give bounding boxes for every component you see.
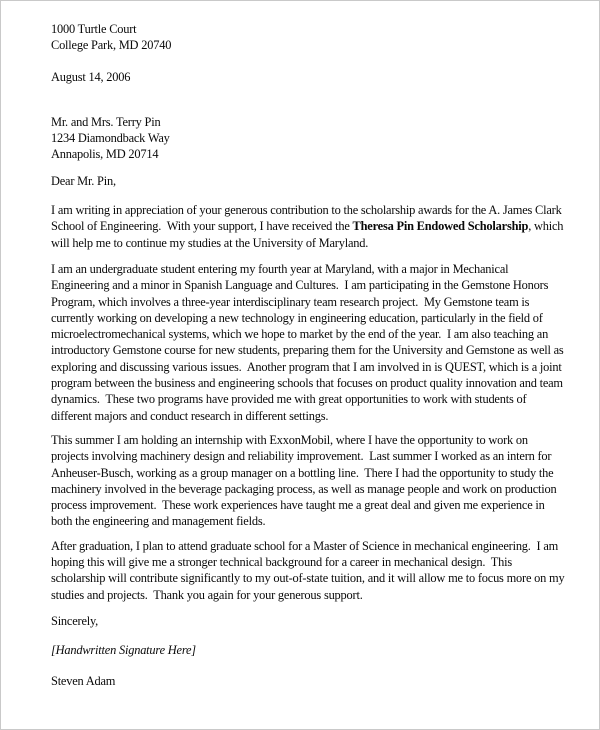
recipient-name: Mr. and Mrs. Terry Pin xyxy=(51,114,161,129)
sender-address xyxy=(51,21,568,54)
paragraph-academics: I am an undergraduate student entering my fourth year at Maryland, with a major in Mechanical Engineering and a minor in Spanish Language and Cultures. I am participating in the Gemstone Honors Program, which involves a three-year interdisciplinary team research project. My Gemstone team is currently working on developing a new technology in engineering education, particularly in the field of microelectromechanical systems, which we hope to market by the end of the year. I am also teaching an introductory Gemstone course for new students, preparing them for the University and Gemstone as well as exploring and discussing various issues. Another program that I am involved in is QUEST, which is a joint program between the business and engineering schools that focuses on product quality innovation and team dynamics. These two programs have provided me with great opportunities to work with students of different majors and conduct research in different settings. xyxy=(51,261,567,423)
scholarship-name-bold: Theresa Pin Endowed Scholarship xyxy=(352,219,529,234)
paragraph-appreciation xyxy=(51,202,568,251)
closing: Sincerely, xyxy=(51,613,99,628)
signature-placeholder: [Handwritten Signature Here] xyxy=(51,643,196,658)
paragraph-internships: This summer I am holding an internship with ExxonMobil, where I have the opportunity to work on projects involving machinery design and reliability improvement. Last summer I worked as an intern for Anheuser-Busch, working as a group manager on a bottling line. There I had the opportunity to study the machinery involved in the beverage packaging process, as well as manage people and work on production process improvement. These work experiences have taught me a great deal and given me experience in both the engineering and management fields. xyxy=(51,432,560,529)
paragraph-1-text-before: I am writing in appreciation of your generous contribution to the scholarship awards for the A. James Clark School of Engineering. With your support, I have received the xyxy=(51,203,565,234)
salutation: Dear Mr. Pin, xyxy=(51,173,116,188)
paragraph-1-text-after: , which will help me to continue my studies at the University of Maryland. xyxy=(51,219,567,250)
sender-address-line-2: College Park, MD 20740 xyxy=(51,38,172,53)
sender-address-line-1: 1000 Turtle Court xyxy=(51,22,137,36)
paragraph-future-plans: After graduation, I plan to attend graduate school for a Master of Science in mechanical engineering. I am hoping this will give me a stronger technical background for a career in mechanical design. This scholarship will contribute significantly to my out-of-state tuition, and it will allow me to focus more on my studies and projects. Thank you again for your generous support. xyxy=(51,538,568,602)
recipient-address xyxy=(51,114,568,163)
letter-date: August 14, 2006 xyxy=(51,69,131,84)
recipient-city: Annapolis, MD 20714 xyxy=(51,147,159,162)
recipient-street: 1234 Diamondback Way xyxy=(51,131,170,146)
signer-name: Steven Adam xyxy=(51,673,116,688)
